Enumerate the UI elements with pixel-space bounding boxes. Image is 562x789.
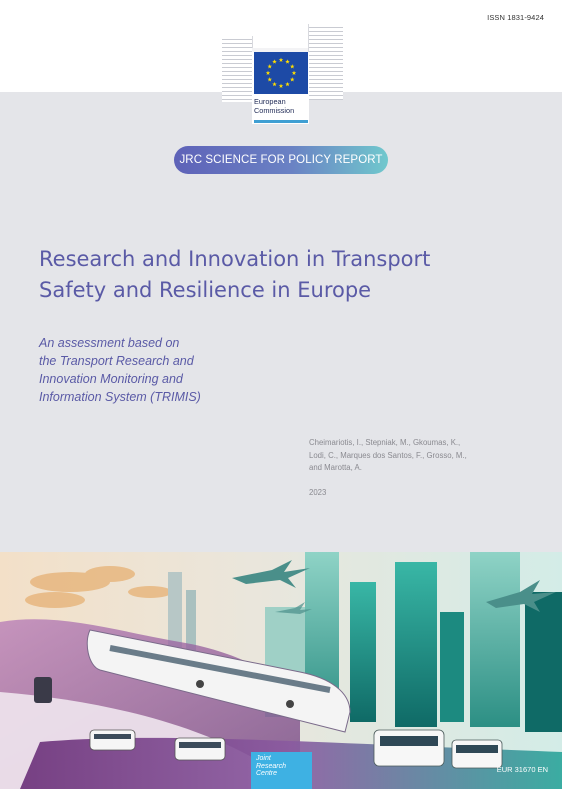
eu-star-icon xyxy=(285,59,290,63)
author-list xyxy=(309,437,509,475)
logo-text xyxy=(254,97,294,115)
eu-emblem-box xyxy=(252,52,309,124)
report-subtitle xyxy=(39,334,299,406)
logo-underline xyxy=(254,120,308,123)
report-number: EUR 31670 EN xyxy=(496,765,548,774)
eu-star-icon xyxy=(279,84,284,88)
eu-star-icon xyxy=(272,59,277,63)
jrc-line-1: Joint xyxy=(256,755,271,762)
logo-line-1: European xyxy=(254,97,286,106)
eu-star-icon xyxy=(285,82,290,86)
eu-star-icon xyxy=(290,77,295,81)
eu-star-icon xyxy=(267,64,272,68)
subtitle-line-4: Information System (TRIMIS) xyxy=(39,390,201,404)
publication-year: 2023 xyxy=(309,488,327,497)
authors-line-1: Cheimariotis, I., Stepniak, M., Gkoumas, K., xyxy=(309,438,461,447)
jrc-line-2: Research xyxy=(256,762,286,770)
jrc-line-3: Centre xyxy=(256,770,278,778)
title-line-2: Safety and Resilience in Europe xyxy=(39,278,372,302)
jrc-logo-text xyxy=(256,755,286,778)
authors-line-3: and Marotta, A. xyxy=(309,463,362,472)
eu-star-icon xyxy=(279,58,284,62)
subtitle-line-1: An assessment based on xyxy=(39,336,180,350)
logo-line-2: Commission xyxy=(254,106,295,115)
jrc-logo xyxy=(251,752,312,789)
building-right-graphic xyxy=(308,24,343,100)
eu-stars-icon xyxy=(254,52,308,94)
eu-star-icon xyxy=(272,82,277,86)
eu-star-icon xyxy=(292,71,297,75)
authors-line-2: Lodi, C., Marques dos Santos, F., Grosso, M., xyxy=(309,450,467,460)
eu-star-icon xyxy=(290,64,295,68)
eu-flag-icon xyxy=(254,52,308,94)
report-type-badge: JRC SCIENCE FOR POLICY REPORT xyxy=(174,146,388,174)
building-left-graphic xyxy=(222,36,253,102)
subtitle-line-2: the Transport Research and xyxy=(39,354,194,368)
subtitle-line-3: Innovation Monitoring and xyxy=(39,372,183,386)
title-line-1: Research and Innovation in Transport xyxy=(39,247,431,271)
european-commission-logo xyxy=(222,24,343,124)
eu-star-icon xyxy=(266,71,271,75)
eu-star-icon xyxy=(267,77,272,81)
report-title xyxy=(39,244,509,306)
issn-label: ISSN 1831-9424 xyxy=(487,13,544,22)
